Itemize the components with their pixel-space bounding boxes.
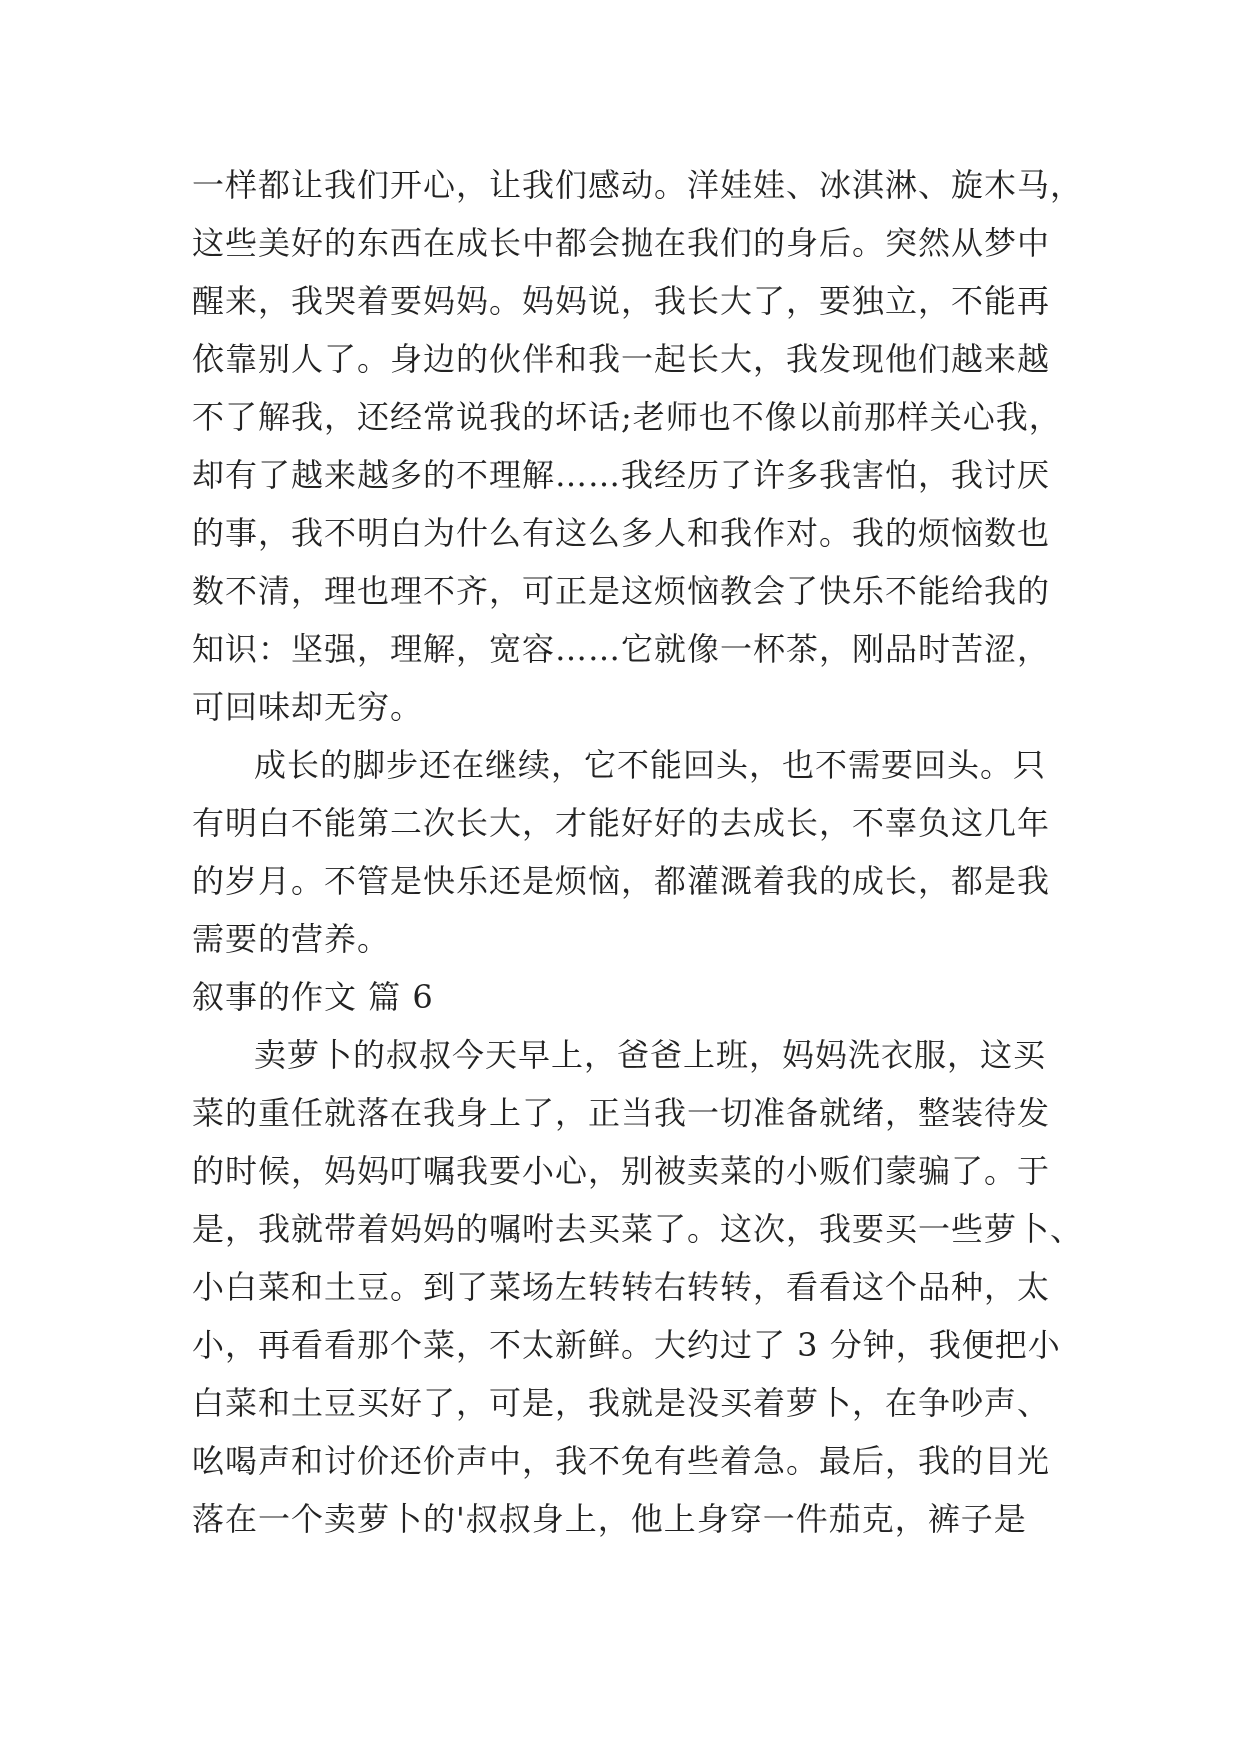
section-heading: 叙事的作文 篇 6 xyxy=(192,978,434,1016)
paragraph-continued xyxy=(192,156,1084,736)
text-line: 这些美好的东西在成长中都会抛在我们的身后。突然从梦中 xyxy=(192,224,1051,262)
text-line: 小，再看看那个菜，不太新鲜。大约过了 3 分钟，我便把小 xyxy=(192,1326,1061,1364)
text-line: 数不清，理也理不齐，可正是这烦恼教会了快乐不能给我的 xyxy=(192,572,1051,610)
text-line: 有明白不能第二次长大，才能好好的去成长，不辜负这几年 xyxy=(192,804,1051,842)
text-line: 菜的重任就落在我身上了，正当我一切准备就绪，整装待发 xyxy=(192,1094,1051,1132)
text-line: 小白菜和土豆。到了菜场左转转右转转，看看这个品种，太 xyxy=(192,1268,1051,1306)
text-line: 落在一个卖萝卜的'叔叔身上，他上身穿一件茄克，裤子是 xyxy=(192,1500,1027,1538)
text-line: 却有了越来越多的不理解……我经历了许多我害怕，我讨厌 xyxy=(192,456,1051,494)
text-line: 依靠别人了。身边的伙伴和我一起长大，我发现他们越来越 xyxy=(192,340,1051,378)
text-line: 吆喝声和讨价还价声中，我不免有些着急。最后，我的目光 xyxy=(192,1442,1051,1480)
paragraph-closing xyxy=(192,736,1072,968)
text-line: 白菜和土豆买好了，可是，我就是没买着萝卜，在争吵声、 xyxy=(192,1384,1051,1422)
text-line: 可回味却无穷。 xyxy=(192,688,424,726)
text-line: 是，我就带着妈妈的嘱咐去买菜了。这次，我要买一些萝卜、 xyxy=(192,1210,1084,1248)
text-line: 的时候，妈妈叮嘱我要小心，别被卖菜的小贩们蒙骗了。于 xyxy=(192,1152,1051,1190)
text-line: 卖萝卜的叔叔今天早上，爸爸上班，妈妈洗衣服，这买 xyxy=(254,1036,1047,1074)
text-line: 知识：坚强，理解，宽容……它就像一杯茶，刚品时苦涩， xyxy=(192,630,1051,668)
text-line: 不了解我，还经常说我的坏话;老师也不像以前那样关心我， xyxy=(192,398,1062,436)
text-column xyxy=(192,156,1084,1548)
text-line: 需要的营养。 xyxy=(192,920,391,958)
text-line: 的岁月。不管是快乐还是烦恼，都灌溉着我的成长，都是我 xyxy=(192,862,1051,900)
text-line: 的事，我不明白为什么有这么多人和我作对。我的烦恼数也 xyxy=(192,514,1051,552)
text-line: 一样都让我们开心，让我们感动。洋娃娃、冰淇淋、旋木马， xyxy=(192,166,1084,204)
text-line: 醒来，我哭着要妈妈。妈妈说，我长大了，要独立，不能再 xyxy=(192,282,1051,320)
text-line: 成长的脚步还在继续，它不能回头，也不需要回头。只 xyxy=(254,746,1047,784)
paragraph-story xyxy=(192,1026,1084,1548)
